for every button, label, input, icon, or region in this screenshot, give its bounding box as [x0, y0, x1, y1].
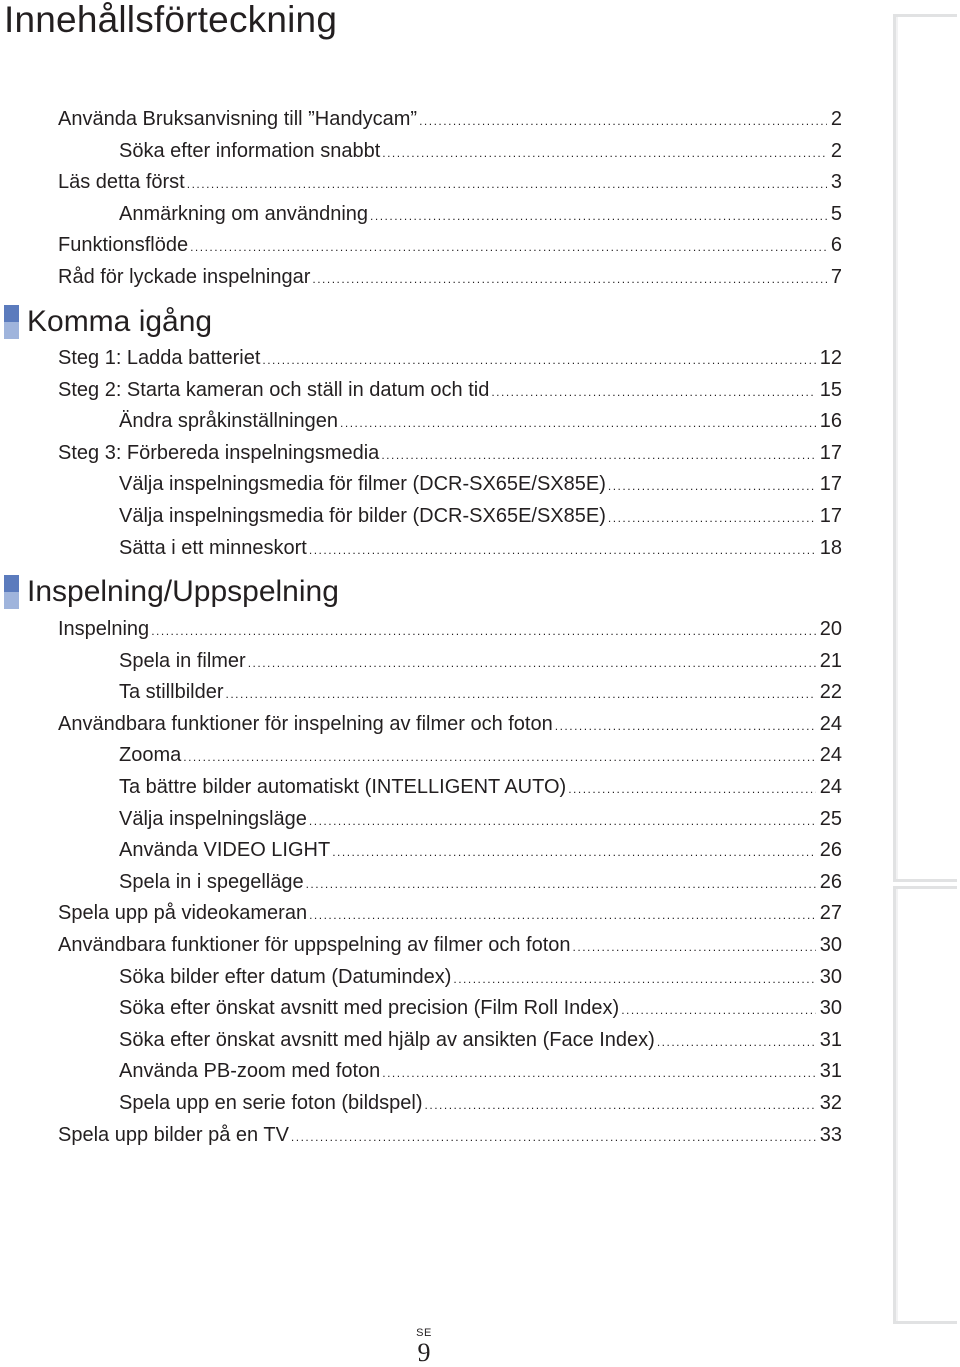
section-title: Komma igång: [27, 305, 213, 338]
toc-entry-label[interactable]: Använda VIDEO LIGHT: [119, 839, 331, 862]
dot-leader: [291, 1124, 816, 1150]
dot-leader: [225, 681, 815, 707]
toc-entry-page[interactable]: 30: [819, 965, 842, 988]
toc-entry-page[interactable]: 24: [819, 744, 842, 767]
toc-entry-page[interactable]: 33: [819, 1123, 842, 1146]
toc-entry[interactable]: [119, 1090, 842, 1116]
toc-entry[interactable]: [58, 377, 842, 403]
dot-leader: [312, 266, 827, 292]
toc-entry[interactable]: [119, 201, 842, 227]
toc-entry[interactable]: [119, 837, 842, 863]
toc-entry-page[interactable]: 2: [830, 139, 842, 162]
toc-entry-label[interactable]: Använda PB-zoom med foton: [119, 1060, 381, 1083]
section-title: Inspelning/Uppspelning: [27, 575, 339, 608]
dot-leader: [568, 776, 816, 802]
toc-entry-label[interactable]: Steg 2: Starta kameran och ställ in datum och tid: [58, 378, 490, 401]
toc-entry-page[interactable]: 24: [819, 712, 842, 735]
toc-entry-label[interactable]: Spela in filmer: [119, 649, 246, 672]
dot-leader: [309, 537, 816, 563]
toc-entry-page[interactable]: 27: [819, 902, 842, 925]
toc-entry-label[interactable]: Söka efter önskat avsnitt med hjälp av ansikten (Face Index): [119, 1028, 655, 1051]
side-tab-upper[interactable]: [893, 14, 957, 882]
toc-entry[interactable]: [119, 806, 842, 832]
toc-entry[interactable]: [119, 774, 842, 800]
toc-entry-page[interactable]: 5: [830, 202, 842, 225]
section-heading: [0, 572, 339, 612]
toc-entry[interactable]: [58, 169, 842, 195]
toc-entry[interactable]: [119, 679, 842, 705]
toc-entry-label[interactable]: Steg 1: Ladda batteriet: [58, 347, 261, 369]
toc-entry-page[interactable]: 30: [819, 997, 842, 1020]
toc-entry[interactable]: [119, 869, 842, 895]
dot-leader: [306, 871, 816, 897]
dot-leader: [381, 442, 815, 468]
dot-leader: [382, 140, 827, 166]
toc-entry-label[interactable]: Välja inspelningsläge: [119, 807, 307, 830]
side-tab-strip: [893, 14, 960, 1324]
dot-leader: [332, 839, 816, 865]
toc-entry[interactable]: [58, 264, 842, 290]
toc-entry-label[interactable]: Söka efter önskat avsnitt med precision (Film Roll Index): [119, 997, 620, 1020]
toc-entry-label[interactable]: Välja inspelningsmedia för filmer (DCR-SX65E/SX85E): [119, 473, 606, 496]
toc-entry-page[interactable]: 26: [819, 839, 842, 862]
dot-leader: [453, 966, 815, 992]
toc-entry-label[interactable]: Sätta i ett minneskort: [119, 536, 307, 559]
toc-entry-page[interactable]: 17: [819, 441, 842, 464]
dot-leader: [621, 997, 816, 1023]
toc-entry-page[interactable]: 6: [830, 234, 842, 257]
toc-entry-label[interactable]: Användbara funktioner för inspelning av filmer och foton: [58, 712, 553, 735]
toc-entry-label[interactable]: Spela upp en serie foton (bildspel): [119, 1092, 423, 1114]
toc-entry-page[interactable]: 17: [819, 473, 842, 496]
toc-entry[interactable]: [58, 345, 842, 371]
toc-entry-page[interactable]: 22: [819, 681, 842, 704]
toc-entry[interactable]: [119, 1027, 842, 1053]
toc-entry-label[interactable]: Steg 3: Förbereda inspelningsmedia: [58, 441, 380, 464]
toc-entry[interactable]: [119, 964, 842, 990]
dot-leader: [309, 902, 816, 928]
dot-leader: [491, 379, 815, 405]
dot-leader: [187, 171, 827, 197]
toc-entry-label[interactable]: Spela in i spegelläge: [119, 870, 304, 893]
toc-entry[interactable]: [119, 138, 842, 164]
toc-entry-label[interactable]: Ta bättre bilder automatiskt (INTELLIGENT AUTO): [119, 776, 567, 798]
toc-entry-label[interactable]: Använda Bruksanvisning till ”Handycam”: [58, 108, 418, 130]
dot-leader: [309, 808, 816, 834]
toc-entry[interactable]: [119, 408, 842, 434]
dot-leader: [340, 410, 816, 436]
toc-entry-label[interactable]: Ta stillbilder: [119, 681, 224, 704]
toc-entry[interactable]: [119, 648, 842, 674]
toc-entry[interactable]: [119, 471, 842, 497]
dot-leader: [382, 1060, 815, 1086]
toc-entry-label[interactable]: Anmärkning om användning: [119, 202, 369, 225]
toc-entry-label[interactable]: Söka efter information snabbt: [119, 139, 381, 162]
dot-leader: [190, 234, 827, 260]
toc-entry[interactable]: [58, 932, 842, 958]
toc-entry-label[interactable]: Välja inspelningsmedia för bilder (DCR-SX65E/SX85E): [119, 505, 606, 527]
toc-entry-page[interactable]: 17: [819, 505, 842, 527]
toc-entry[interactable]: [119, 995, 842, 1021]
toc-entry-page[interactable]: 18: [819, 536, 842, 559]
dot-leader: [555, 713, 816, 739]
section-marker-icon: [4, 305, 19, 339]
toc-entry-page[interactable]: 31: [819, 1060, 842, 1083]
toc-entry[interactable]: [119, 535, 842, 561]
dot-leader: [370, 203, 827, 229]
toc-entry-label[interactable]: Inspelning: [58, 618, 150, 640]
toc-entry-label[interactable]: Funktionsflöde: [58, 234, 189, 257]
toc-entry[interactable]: [58, 711, 842, 737]
dot-leader: [248, 650, 816, 676]
toc-entry-label[interactable]: Spela upp på videokameran: [58, 902, 308, 925]
toc-entry[interactable]: [58, 106, 842, 132]
toc-entry-page[interactable]: 26: [819, 870, 842, 893]
page-footer: [410, 1328, 438, 1366]
toc-entry-page[interactable]: 21: [819, 649, 842, 672]
toc-entry-label[interactable]: Söka bilder efter datum (Datumindex): [119, 965, 452, 988]
toc-entry-page[interactable]: 25: [819, 807, 842, 830]
toc-entry-page[interactable]: 30: [819, 934, 842, 956]
dot-leader: [573, 934, 816, 960]
toc-entry-page[interactable]: 16: [819, 410, 842, 433]
toc-entry[interactable]: [58, 900, 842, 926]
toc-entry-page[interactable]: 24: [819, 776, 842, 798]
toc-entry-label[interactable]: Läs detta först: [58, 171, 185, 194]
dot-leader: [608, 505, 816, 531]
side-tab-lower[interactable]: [893, 886, 957, 1324]
toc-entry-label[interactable]: Zooma: [119, 744, 182, 767]
language-code: SE: [416, 1327, 432, 1339]
page-title: Innehållsförteckning: [4, 0, 338, 40]
section-marker-icon: [4, 575, 19, 609]
toc-entry[interactable]: [119, 503, 842, 529]
dot-leader: [608, 473, 816, 499]
dot-leader: [262, 347, 815, 373]
toc-entry-page[interactable]: 7: [830, 266, 842, 288]
toc-entry[interactable]: [58, 1122, 842, 1148]
section-heading: [0, 302, 212, 342]
dot-leader: [151, 618, 816, 644]
toc-entry-label[interactable]: Ändra språkinställningen: [119, 410, 339, 433]
toc-entry-label[interactable]: Spela upp bilder på en TV: [58, 1123, 289, 1146]
toc-entry-label[interactable]: Användbara funktioner för uppspelning av filmer och foton: [58, 934, 571, 956]
toc-entry-page[interactable]: 2: [830, 108, 842, 130]
toc-entry-page[interactable]: 32: [819, 1092, 842, 1114]
toc-entry[interactable]: [119, 742, 842, 768]
toc-entry[interactable]: [58, 440, 842, 466]
dot-leader: [657, 1029, 816, 1055]
toc-entry[interactable]: [119, 1058, 842, 1084]
dot-leader: [183, 744, 816, 770]
toc-entry-page[interactable]: 3: [830, 171, 842, 194]
dot-leader: [419, 108, 827, 134]
toc-entry-page[interactable]: 31: [819, 1028, 842, 1051]
toc-entry-page[interactable]: 15: [819, 378, 842, 401]
page-number: 9: [417, 1338, 431, 1367]
toc-entry[interactable]: [58, 232, 842, 258]
toc-entry-page[interactable]: 20: [819, 618, 842, 640]
dot-leader: [425, 1092, 816, 1118]
toc-entry[interactable]: [58, 616, 842, 642]
toc-entry-page[interactable]: 12: [819, 347, 842, 369]
toc-entry-label[interactable]: Råd för lyckade inspelningar: [58, 266, 311, 288]
